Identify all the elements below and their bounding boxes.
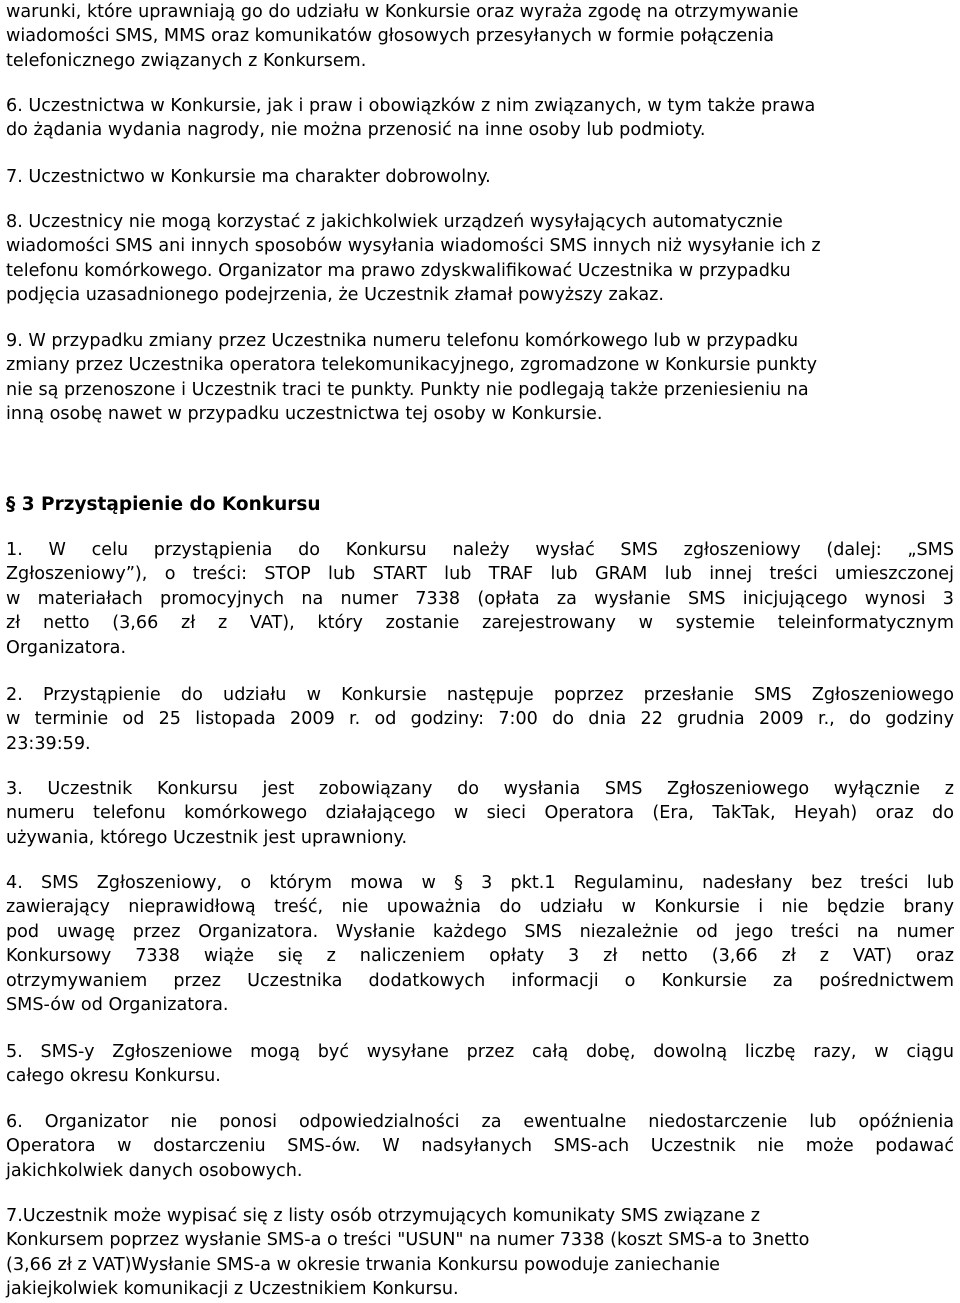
text-line: telefonu komórkowego. Organizator ma prawo zdyskwalifikować Uczestnika w przypadku xyxy=(6,260,791,281)
text-line: 1. W celu przystąpienia do Konkursu należy wysłać SMS zgłoszeniowy (dalej: „SMS xyxy=(6,540,954,560)
text-line: w materiałach promocyjnych na numer 7338 (opłata za wysłanie SMS inicjującego wynosi 3 xyxy=(6,588,954,609)
text-line: 7.Uczestnik może wypisać się z listy osób otrzymujących komunikaty SMS związane z xyxy=(6,1206,760,1226)
text-line: Zgłoszeniowy”), o treści: STOP lub START lub TRAF lub GRAM lub innej treści umieszczonej xyxy=(6,564,954,585)
text-line: 5. SMS-y Zgłoszeniowe mogą być wysyłane przez całą dobę, dowolną liczbę razy, w ciągu xyxy=(6,1042,954,1062)
text-line: 3. Uczestnik Konkursu jest zobowiązany do wysłania SMS Zgłoszeniowego wyłącznie z xyxy=(6,779,954,799)
text-line: zawierający nieprawidłową treść, nie upoważnia do udziału w Konkursie i nie będzie brany xyxy=(6,897,954,918)
text-line: nie są przenoszone i Uczestnik traci te punkty. Punkty nie podlegają także przeniesieniu na xyxy=(6,379,809,400)
text-line: w terminie od 25 listopada 2009 r. od godziny: 7:00 do dnia 22 grudnia 2009 r., do godziny xyxy=(6,709,954,730)
text-line: 9. W przypadku zmiany przez Uczestnika numeru telefonu komórkowego lub w przypadku xyxy=(6,331,799,351)
text-line: Organizatora. xyxy=(6,637,127,658)
section3-point-3 xyxy=(6,777,954,850)
paragraph-8 xyxy=(6,210,821,308)
section-heading: § 3 Przystąpienie do Konkursu xyxy=(6,494,321,515)
text-line: Operatora w dostarczeniu SMS-ów. W nadsyłanych SMS-ach Uczestnik nie może podawać xyxy=(6,1136,954,1157)
text-line: wiadomości SMS, MMS oraz komunikatów głosowych przesyłanych w formie połączenia xyxy=(6,26,775,47)
text-line: do żądania wydania nagrody, nie można przenosić na inne osoby lub podmioty. xyxy=(6,120,706,141)
text-line: 8. Uczestnicy nie mogą korzystać z jakichkolwiek urządzeń wysyłających automatycznie xyxy=(6,212,783,232)
text-line: 6. Organizator nie ponosi odpowiedzialności za ewentualne niedostarczenie lub opóźnienia xyxy=(6,1112,954,1132)
text-line: zł netto (3,66 zł z VAT), który zostanie zarejestrowany w systemie teleinformatycznym xyxy=(6,613,954,634)
text-line: Konkursowy 7338 wiąże się z naliczeniem opłaty 3 zł netto (3,66 zł z VAT) oraz xyxy=(6,946,954,967)
text-line: 2. Przystąpienie do udziału w Konkursie następuje poprzez przesłanie SMS Zgłoszeniowego xyxy=(6,685,954,705)
text-line: Konkursem poprzez wysłanie SMS-a o treści "USUN" na numer 7338 (koszt SMS-a to 3netto xyxy=(6,1230,810,1251)
text-line: 4. SMS Zgłoszeniowy, o którym mowa w § 3 pkt.1 Regulaminu, nadesłany bez treści lub xyxy=(6,873,954,893)
paragraph-9 xyxy=(6,329,817,427)
section3-point-1 xyxy=(6,538,954,660)
text-line: podjęcia uzasadnionego podejrzenia, że Uczestnik złamał powyższy zakaz. xyxy=(6,285,664,306)
text-line: warunki, które uprawniają go do udziału w Konkursie oraz wyraża zgodę na otrzymywanie xyxy=(6,2,799,22)
section3-point-7 xyxy=(6,1204,809,1302)
text-line: całego okresu Konkursu. xyxy=(6,1066,221,1087)
text-line: telefonicznego związanych z Konkursem. xyxy=(6,50,367,71)
section3-point-2 xyxy=(6,683,954,756)
text-line: numeru telefonu komórkowego działającego w sieci Operatora (Era, TakTak, Heyah) oraz do xyxy=(6,803,954,824)
text-line: jakiejkolwiek komunikacji z Uczestnikiem Konkursu. xyxy=(6,1279,459,1300)
text-line: 7. Uczestnictwo w Konkursie ma charakter dobrowolny. xyxy=(6,167,491,187)
section3-point-6 xyxy=(6,1110,954,1183)
section3-point-5 xyxy=(6,1040,954,1089)
text-line: 6. Uczestnictwa w Konkursie, jak i praw i obowiązków z nim związanych, w tym także prawa xyxy=(6,96,816,116)
text-line: wiadomości SMS ani innych sposobów wysyłania wiadomości SMS innych niż wysyłanie ich z xyxy=(6,236,821,257)
text-line: 23:39:59. xyxy=(6,733,91,754)
text-line: otrzymywaniem przez Uczestnika dodatkowych informacji o Konkursie za pośrednictwem xyxy=(6,970,954,991)
text-line: inną osobę nawet w przypadku uczestnictwa tej osoby w Konkursie. xyxy=(6,404,603,425)
section3-point-4 xyxy=(6,871,954,1017)
paragraph-intro xyxy=(6,0,798,73)
text-line: (3,66 zł z VAT)Wysłanie SMS-a w okresie trwania Konkursu powoduje zaniechanie xyxy=(6,1254,720,1275)
text-line: zmiany przez Uczestnika operatora telekomunikacyjnego, zgromadzone w Konkursie punkty xyxy=(6,355,818,376)
paragraph-6 xyxy=(6,94,815,143)
text-line: pod uwagę przez Organizatora. Wysłanie każdego SMS niezależnie od jego treści na numer xyxy=(6,921,954,942)
text-line: SMS-ów od Organizatora. xyxy=(6,995,229,1016)
paragraph-7 xyxy=(6,165,491,189)
text-line: używania, którego Uczestnik jest uprawniony. xyxy=(6,827,408,848)
text-line: jakichkolwiek danych osobowych. xyxy=(6,1160,303,1181)
